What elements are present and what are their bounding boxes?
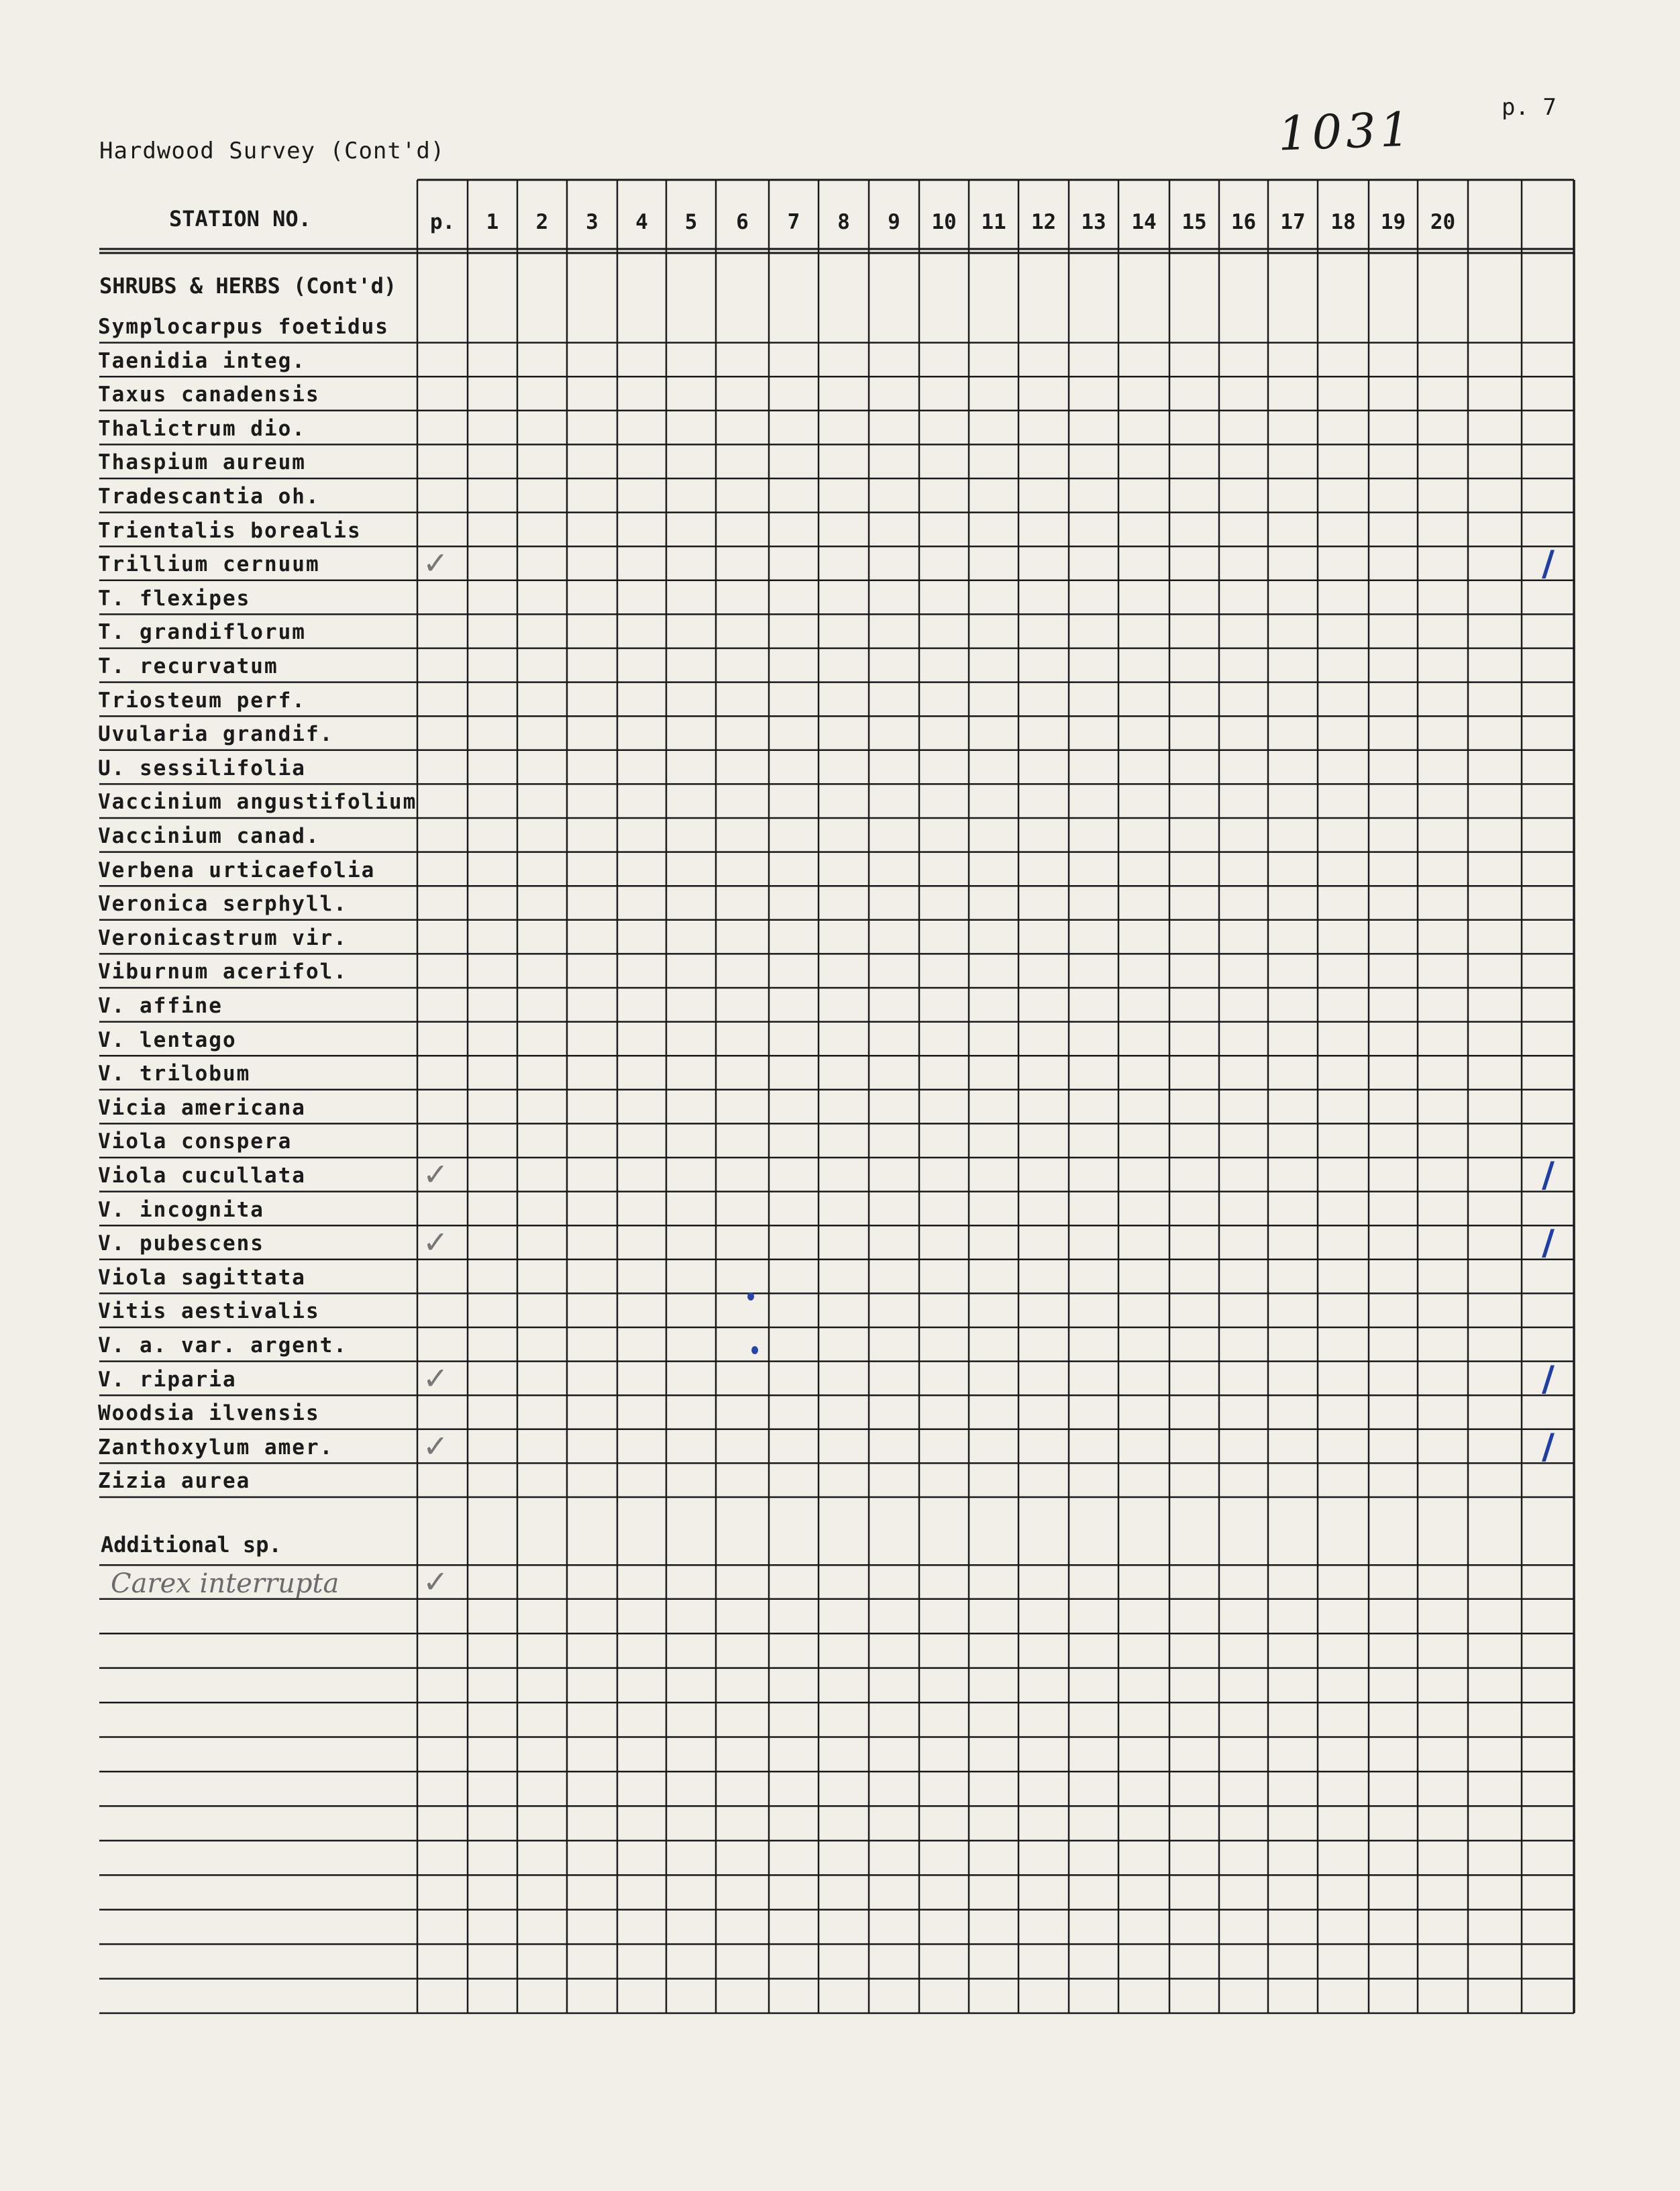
column-header: 15 — [1182, 210, 1207, 234]
species-name: Verbena urticaefolia — [98, 858, 376, 882]
column-header: 4 — [635, 210, 648, 234]
species-name: Viola sagittata — [98, 1265, 306, 1290]
presence-checkmark: ✓ — [423, 1224, 449, 1261]
species-name: Woodsia ilvensis — [98, 1401, 320, 1426]
species-name: V. riparia — [98, 1367, 237, 1392]
species-name: Viola cucullata — [98, 1164, 306, 1188]
column-header: 5 — [684, 210, 698, 234]
presence-checkmark: ✓ — [423, 1360, 449, 1396]
species-name: Veronica serphyll. — [98, 892, 348, 917]
species-name: Vicia americana — [98, 1095, 306, 1120]
column-header: 16 — [1230, 210, 1257, 234]
species-name: Zizia aurea — [98, 1469, 251, 1494]
column-header: 11 — [981, 210, 1006, 234]
species-name: Taenidia integ. — [98, 348, 306, 373]
species-name: V. incognita — [98, 1197, 264, 1222]
column-header: 18 — [1330, 210, 1356, 234]
column-header: 6 — [736, 210, 749, 234]
species-name: Vaccinium angustifolium — [98, 790, 417, 815]
station-mark: / — [1542, 544, 1555, 584]
section-label: SHRUBS & HERBS (Cont'd) — [99, 273, 397, 299]
column-header: 19 — [1380, 210, 1406, 234]
species-name: Veronicastrum vir. — [98, 925, 348, 950]
additional-species-name: Carex interrupta — [111, 1568, 339, 1600]
species-name: V. lentago — [98, 1027, 237, 1052]
column-header: 20 — [1430, 210, 1456, 234]
species-name: V. trilobum — [98, 1062, 251, 1086]
species-name: Symplocarpus foetidus — [98, 315, 389, 339]
species-name: Thalictrum dio. — [98, 416, 306, 441]
species-name: Tradescantia oh. — [98, 485, 320, 509]
page-number: p. 7 — [1502, 94, 1557, 121]
species-name: Taxus canadensis — [98, 383, 320, 407]
column-header: 12 — [1031, 210, 1057, 234]
column-header: 2 — [535, 210, 549, 234]
column-header: 8 — [837, 210, 850, 234]
species-name: Triosteum perf. — [98, 688, 306, 713]
station-mark: / — [1542, 1155, 1555, 1195]
species-name: Zanthoxylum amer. — [98, 1435, 334, 1460]
station-mark: / — [1542, 1223, 1555, 1264]
species-name: Viburnum acerifol. — [98, 960, 348, 984]
column-header: p. — [429, 210, 456, 234]
column-header: 7 — [787, 210, 800, 234]
species-name: U. sessilifolia — [98, 756, 306, 780]
ink-dot — [751, 1346, 758, 1354]
column-header: 10 — [931, 210, 957, 234]
station-label: STATION NO. — [169, 206, 311, 232]
column-header: 9 — [888, 210, 900, 234]
species-name: V. affine — [98, 994, 223, 1018]
page-title: Hardwood Survey (Cont'd) — [99, 138, 445, 164]
column-header: 1 — [486, 210, 499, 234]
species-name: Viola conspera — [98, 1129, 293, 1154]
presence-checkmark: ✓ — [423, 545, 449, 582]
species-name: Vaccinium canad. — [98, 824, 320, 848]
species-name: V. pubescens — [98, 1231, 264, 1256]
species-name: Uvularia grandif. — [98, 722, 334, 747]
species-name: Thaspium aureum — [98, 450, 306, 475]
sheet-number: 1031 — [1277, 101, 1415, 162]
species-name: Trientalis borealis — [98, 518, 362, 543]
species-name: T. grandiflorum — [98, 620, 306, 645]
presence-checkmark: ✓ — [423, 1564, 449, 1600]
species-name: T. recurvatum — [98, 654, 278, 678]
species-name: Trillium cernuum — [98, 552, 320, 577]
presence-checkmark: ✓ — [423, 1427, 449, 1464]
column-header: 13 — [1081, 210, 1106, 234]
ink-dot — [747, 1292, 754, 1301]
column-header: 3 — [586, 210, 598, 234]
station-mark: / — [1542, 1426, 1555, 1467]
species-name: Vitis aestivalis — [98, 1299, 320, 1324]
species-name: T. flexipes — [98, 586, 251, 611]
column-header: 17 — [1280, 210, 1306, 234]
presence-checkmark: ✓ — [423, 1156, 449, 1192]
species-name: V. a. var. argent. — [98, 1333, 348, 1358]
column-header: 14 — [1131, 210, 1157, 234]
station-mark: / — [1542, 1358, 1555, 1399]
additional-species-label: Additional sp. — [101, 1532, 282, 1558]
